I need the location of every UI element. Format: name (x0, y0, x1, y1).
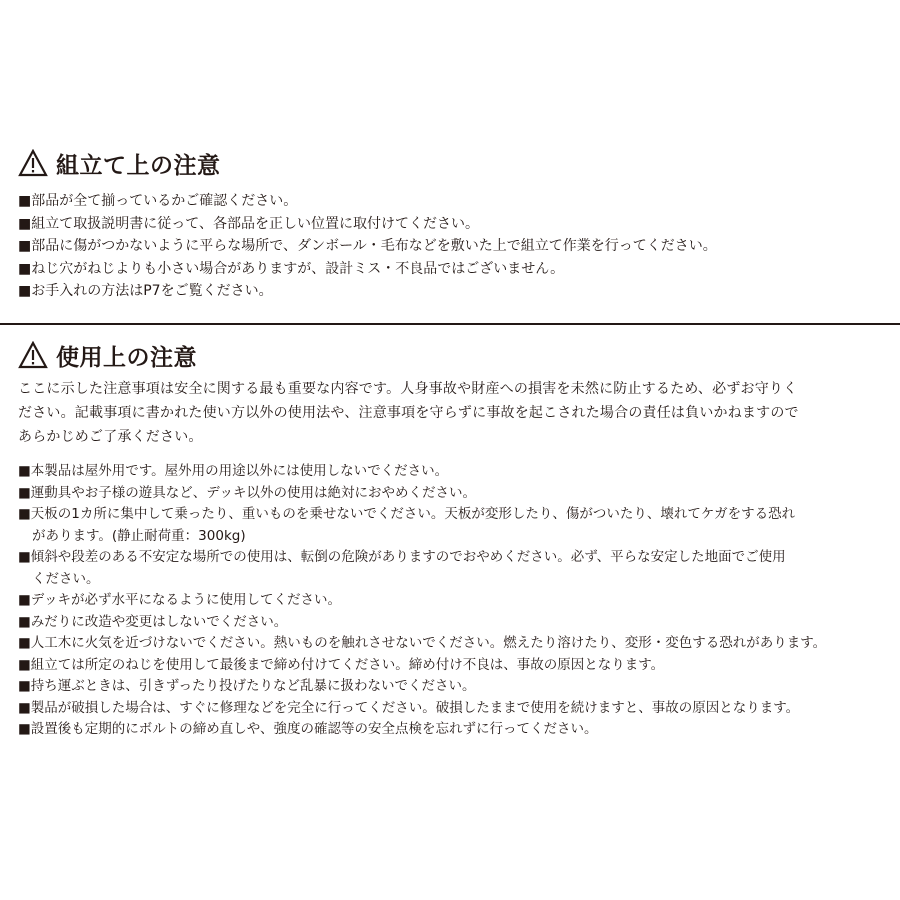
intro-line: ここに示した注意事項は安全に関する最も重要な内容です。人身事故や財産への損害を未然に防止するため、必ずお守りく (18, 381, 798, 397)
warning-triangle-icon (18, 341, 48, 369)
list-item-text: ■設置後も定期的にボルトの締め直しや、強度の確認等の安全点検を忘れずに行ってください。 (18, 721, 598, 737)
list-item (18, 612, 900, 634)
list-item-text: ■本製品は屋外用です。屋外用の用途以外には使用しないでください。 (18, 463, 449, 479)
list-item-text: ■運動具やお子様の遊具など、デッキ以外の使用は絶対におやめください。 (18, 484, 476, 501)
list-item-text: ■持ち運ぶときは、引きずったり投げたりなど乱暴に扱わないでください。 (18, 678, 476, 694)
usage-heading (0, 337, 900, 373)
usage-precautions-section (0, 337, 900, 741)
intro-line: ださい。記載事項に書かれた使い方以外の使用法や、注意事項を守らずに事故を起こされた場合の責任は負いかねますので (18, 405, 799, 421)
list-item (18, 504, 900, 547)
list-item: ■部品が全て揃っているかご確認ください。 (18, 193, 298, 209)
list-item: ■部品に傷がつかないように平らな場所で、ダンボール・毛布などを敷いた上で組立て作業を行ってください。 (18, 238, 717, 254)
list-item (18, 547, 900, 590)
usage-title: 使用上の注意 (56, 344, 197, 371)
list-item-continuation: があります。(静止耐荷重：300kg) (32, 527, 246, 544)
list-item (18, 698, 900, 720)
assembly-list (0, 190, 900, 303)
list-item (18, 461, 900, 483)
list-item-continuation: ください。 (32, 570, 100, 587)
list-item (18, 633, 900, 655)
usage-list (0, 461, 900, 741)
list-item-text: ■傾斜や段差のある不安定な場所での使用は、転倒の危険がありますのでおやめください。必ず、平らな安定した地面でご使用 (18, 549, 786, 565)
list-item (18, 676, 900, 698)
assembly-heading (0, 145, 900, 181)
list-item (18, 590, 900, 612)
assembly-precautions-section (0, 145, 900, 303)
list-item (18, 655, 900, 677)
assembly-title: 組立て上の注意 (56, 152, 221, 179)
warning-triangle-icon (18, 149, 48, 177)
list-item (18, 719, 900, 741)
intro-line: あらかじめご了承ください。 (18, 429, 203, 445)
usage-intro-paragraph (0, 377, 900, 449)
list-item: ■お手入れの方法はP7をご覧ください。 (18, 283, 273, 299)
list-item-text: ■組立ては所定のねじを使用して最後まで締め付けてください。締め付け不良は、事故の原因となります。 (18, 656, 665, 673)
list-item: ■組立て取扱説明書に従って、各部品を正しい位置に取付けてください。 (18, 215, 479, 232)
list-item (18, 483, 900, 505)
list-item-text: ■天板の1カ所に集中して乗ったり、重いものを乗せないでください。天板が変形したり、傷がついたり、壊れてケガをする恐れ (18, 506, 796, 522)
list-item: ■ねじ穴がねじよりも小さい場合がありますが、設計ミス・不良品ではございません。 (18, 260, 565, 277)
list-item-text: ■製品が破損した場合は、すぐに修理などを完全に行ってください。破損したままで使用を続けますと、事故の原因となります。 (18, 699, 800, 716)
section-divider (0, 323, 900, 325)
list-item-text: ■デッキが必ず水平になるように使用してください。 (18, 592, 341, 608)
list-item-text: ■みだりに改造や変更はしないでください。 (18, 613, 288, 630)
list-item-text: ■人工木に火気を近づけないでください。熱いものを触れさせないでください。燃えたり溶けたり、変形・変色する恐れがあります。 (18, 635, 827, 651)
